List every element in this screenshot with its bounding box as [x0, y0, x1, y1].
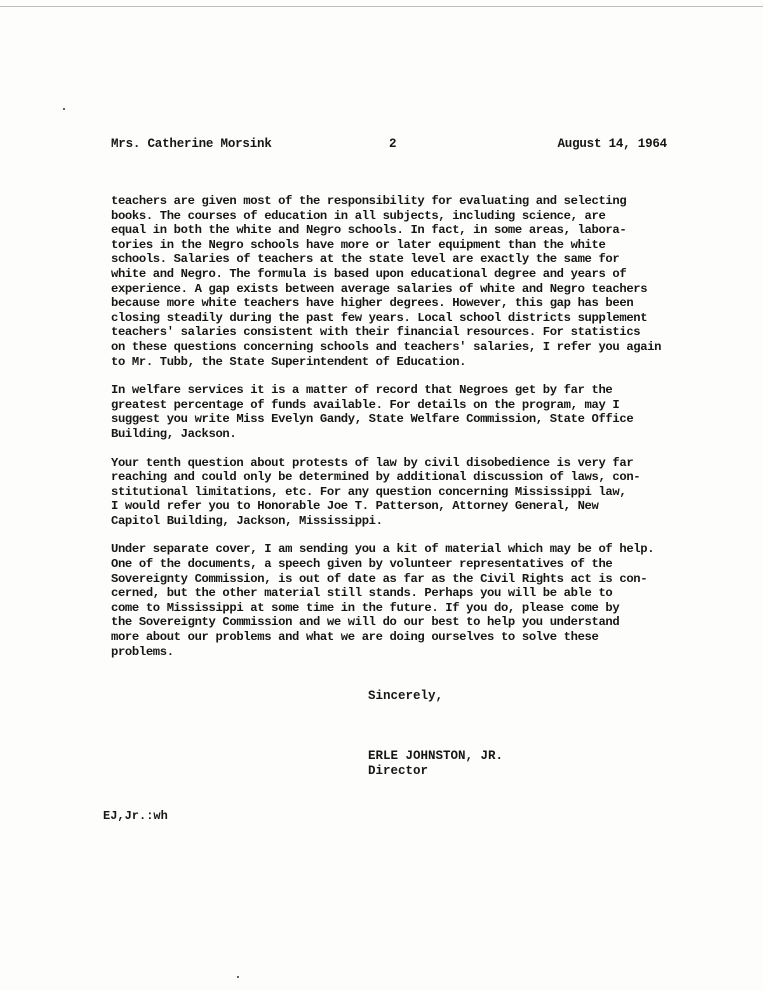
paragraph-education: teachers are given most of the responsibility for evaluating and selecting books. The courses of education in all subjects, including science, are equal in both the white and Negro schools. In fact, in some areas, labora- tories in the Negro schools have more or later equipment than the white schools. Salaries of teachers at the state level are exactly the same for white and Negro. The formula is based upon educational degree and years of experience. A gap exists between average salaries of white and Negro teachers because more white teachers have higher degrees. However, this gap has been closing steadily during the past few years. Local school districts supplement teachers' salaries consistent with their financial resources. For statistics on these questions concerning schools and teachers' salaries, I refer you again to Mr. Tubb, the State Superintendent of Education. — [111, 194, 662, 369]
letter-date: August 14, 1964 — [557, 137, 667, 151]
scan-speck — [63, 108, 65, 110]
closing-salutation: Sincerely, — [368, 689, 444, 703]
recipient-name: Mrs. Catherine Morsink — [111, 137, 272, 151]
reference-initials: EJ,Jr.:wh — [103, 809, 168, 823]
scan-edge-line — [0, 6, 763, 7]
scan-speck — [237, 976, 239, 978]
paragraph-materials: Under separate cover, I am sending you a kit of material which may be of help. One of the documents, a speech given by volunteer representatives of the Sovereignty Commission, is out of date as far as the Civil Rights act is con- cerned, but the other material still stands. Perhaps you will be able to come to Mississippi at some time in the future. If you do, please come by the Sovereignty Commission and we will do our best to help you understand more about our problems and what we are doing ourselves to solve these problems. — [111, 542, 655, 659]
signer-name: ERLE JOHNSTON, JR. — [368, 749, 504, 763]
paragraph-welfare: In welfare services it is a matter of record that Negroes get by far the greatest percentage of funds available. For details on the program, may I suggest you write Miss Evelyn Gandy, State Welfare Commission, State Office Building, Jackson. — [111, 383, 634, 441]
signature-block — [368, 749, 503, 778]
page-number: 2 — [389, 137, 397, 151]
letter-header — [111, 137, 667, 153]
paragraph-civil-disobedience: Your tenth question about protests of law by civil disobedience is very far reaching and could only be determined by additional discussion of laws, con- stitutional limitations, etc. For any question concerning Mississippi law, I would refer you to Honorable Joe T. Patterson, Attorney General, New Capitol Building, Jackson, Mississippi. — [111, 455, 641, 528]
letter-body — [111, 194, 711, 673]
signer-title: Director — [368, 763, 429, 778]
